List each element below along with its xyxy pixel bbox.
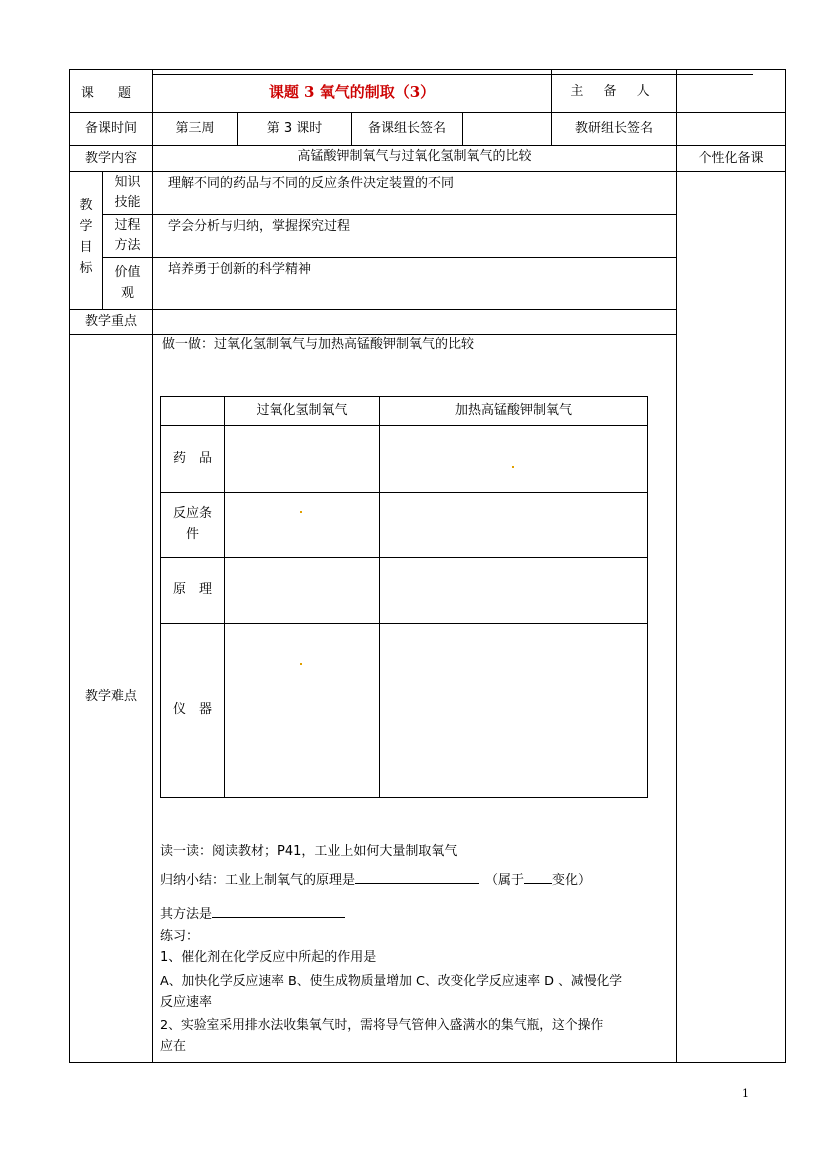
objective-category: 知识 技能 bbox=[114, 175, 141, 210]
objective-text: 理解不同的药品与不同的反应条件决定装置的不同 bbox=[168, 176, 455, 191]
group-leader-label: 备课组长签名 bbox=[367, 121, 446, 136]
objective-text: 学会分析与归纳，掌握探究过程 bbox=[168, 219, 351, 234]
objectives-char: 教 bbox=[79, 198, 93, 213]
table-row-label: 反应条 件 bbox=[172, 506, 212, 542]
table-header-h2o2: 过氧化氢制氧气 bbox=[256, 403, 348, 418]
summary-suffix: 变化） bbox=[552, 873, 592, 888]
question-1-options: A、加快化学反应速率 B、使生成物质量增加 C、改变化学反应速率 D 、减慢化学 bbox=[160, 974, 623, 989]
objectives-label bbox=[70, 195, 102, 279]
blank-change-type[interactable] bbox=[524, 869, 552, 884]
practice-label: 练习： bbox=[160, 929, 200, 944]
difficulty-label: 教学难点 bbox=[84, 689, 137, 704]
question-1-options-cont: 反应速率 bbox=[160, 995, 213, 1010]
objectives-char: 学 bbox=[79, 219, 93, 234]
objective-category: 过程 方法 bbox=[114, 218, 141, 253]
method-line bbox=[160, 903, 345, 925]
table-row-label: 药 品 bbox=[172, 451, 212, 466]
topic-label: 课 题 bbox=[80, 85, 142, 101]
method-prefix: 其方法是 bbox=[160, 907, 213, 922]
page-number: 1 bbox=[742, 1087, 749, 1100]
prep-time-label: 备课时间 bbox=[84, 121, 137, 136]
key-point-label: 教学重点 bbox=[84, 314, 137, 329]
lesson-value: 第 3 课时 bbox=[266, 121, 323, 136]
personal-prep-label: 个性化备课 bbox=[698, 150, 764, 166]
blank-principle[interactable] bbox=[355, 869, 479, 884]
summary-line bbox=[160, 869, 591, 891]
table-row-label: 原 理 bbox=[172, 582, 212, 597]
summary-belongs: （属于 bbox=[485, 873, 525, 888]
week-value: 第三周 bbox=[175, 121, 215, 136]
question-2: 2、实验室采用排水法收集氧气时，需将导气管伸入盛满水的集气瓶，这个操作 bbox=[160, 1018, 604, 1033]
content-text: 高锰酸钾制氧气与过氧化氢制氧气的比较 bbox=[297, 149, 532, 164]
stray-mark bbox=[300, 511, 302, 513]
activity-intro: 做一做：过氧化氢制氧气与加热高锰酸钾制氧气的比较 bbox=[162, 337, 475, 352]
objective-text: 培养勇于创新的科学精神 bbox=[168, 262, 312, 277]
question-1: 1、催化剂在化学反应中所起的作用是 bbox=[160, 950, 377, 965]
read-instruction: 读一读：阅读教材；P41，工业上如何大量制取氧气 bbox=[160, 844, 458, 859]
preparer-label: 主 备 人 bbox=[570, 83, 658, 99]
research-leader-label: 教研组长签名 bbox=[574, 121, 653, 136]
question-2-cont: 应在 bbox=[160, 1039, 187, 1054]
blank-method[interactable] bbox=[212, 903, 345, 918]
objective-category: 价值 观 bbox=[114, 265, 141, 301]
summary-prefix: 归纳小结：工业上制氧气的原理是 bbox=[160, 873, 356, 888]
objectives-char: 目 bbox=[79, 240, 93, 255]
stray-mark bbox=[512, 466, 514, 468]
objectives-char: 标 bbox=[79, 261, 93, 276]
table-header-kmno4: 加热高锰酸钾制氧气 bbox=[454, 403, 572, 418]
page-title: 课题 3 氧气的制取（3） bbox=[268, 82, 436, 101]
table-row-label: 仪 器 bbox=[172, 702, 212, 717]
stray-mark bbox=[300, 663, 302, 665]
content-label: 教学内容 bbox=[84, 150, 137, 166]
